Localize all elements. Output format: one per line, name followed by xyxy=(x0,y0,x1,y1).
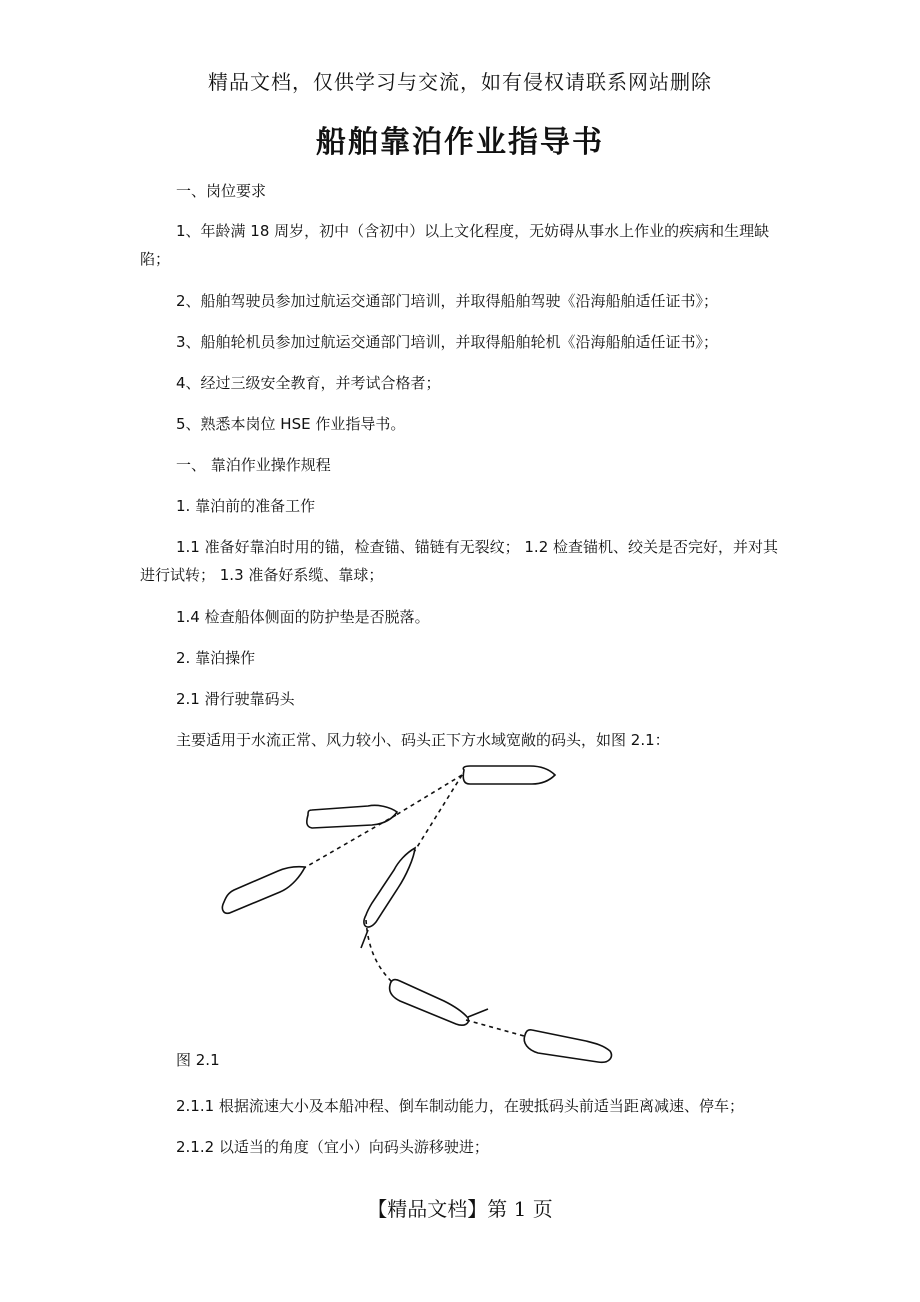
track-line-top-to-middle xyxy=(414,775,462,852)
page-header-notice: 精品文档，仅供学习与交流，如有侵权请联系网站删除 xyxy=(208,70,712,94)
paragraph-2-1-2: 2.1.2 以适当的角度（宜小）向码头游移驶进； xyxy=(176,1138,489,1156)
paragraph-requirement-5: 5、熟悉本岗位 HSE 作业指导书。 xyxy=(176,415,406,433)
ship-hull-upper-left xyxy=(307,805,397,828)
section-heading-procedure: 一、 靠泊作业操作规程 xyxy=(176,456,331,474)
paragraph-requirement-3: 3、船舶轮机员参加过航运交通部门培训，并取得船舶轮机《沿海船舶适任证书》； xyxy=(176,333,719,351)
page-footer: 【精品文档】第 1 页 xyxy=(367,1197,553,1221)
berthing-diagram-figure xyxy=(200,760,630,1070)
paragraph-requirement-4: 4、经过三级安全教育，并考试合格者； xyxy=(176,374,441,392)
ship-hull-middle xyxy=(364,848,415,927)
ship-hull-left xyxy=(222,867,305,914)
paragraph-step-1-4: 1.4 检查船体侧面的防护垫是否脱落。 xyxy=(176,608,430,626)
rudder-mark-middle xyxy=(361,930,368,948)
paragraph-requirement-2: 2、船舶驾驶员参加过航运交通部门培训，并取得船舶驾驶《沿海船舶适任证书》； xyxy=(176,292,719,310)
paragraph-2-1-1: 2.1.1 根据流速大小及本船冲程、倒车制动能力，在驶抵码头前适当距离减速、停车； xyxy=(176,1097,744,1115)
ship-hull-lower xyxy=(390,980,469,1026)
track-line-lower-to-bottom xyxy=(466,1020,524,1036)
subheading-berthing-operation: 2. 靠泊操作 xyxy=(176,649,256,667)
rudder-mark-lower xyxy=(468,1009,488,1017)
paragraph-preparation-steps: 1.1 准备好靠泊时用的锚，检查锚、锚链有无裂纹； 1.2 检查锚机、绞关是否完好，并对其进行试转； 1.3 准备好系缆、靠球； xyxy=(140,538,779,584)
track-line-middle-to-lower xyxy=(366,920,392,982)
ship-hull-bottom-right xyxy=(524,1030,611,1063)
document-title: 船舶靠泊作业指导书 xyxy=(316,125,604,160)
subheading-glide-approach: 2.1 滑行驶靠码头 xyxy=(176,690,295,708)
ship-hull-top xyxy=(463,766,555,784)
track-line-top-to-upper-left xyxy=(396,775,462,815)
figure-caption: 图 2.1 xyxy=(176,1051,220,1069)
section-heading-requirements: 一、岗位要求 xyxy=(176,182,267,200)
paragraph-requirement-1: 1、年龄满 18 周岁，初中（含初中）以上文化程度，无妨碍从事水上作业的疾病和生理缺陷； xyxy=(140,222,770,268)
subheading-preparation: 1. 靠泊前的准备工作 xyxy=(176,497,316,515)
paragraph-glide-description: 主要适用于水流正常、风力较小、码头正下方水域宽敞的码头，如图 2.1： xyxy=(176,731,670,749)
